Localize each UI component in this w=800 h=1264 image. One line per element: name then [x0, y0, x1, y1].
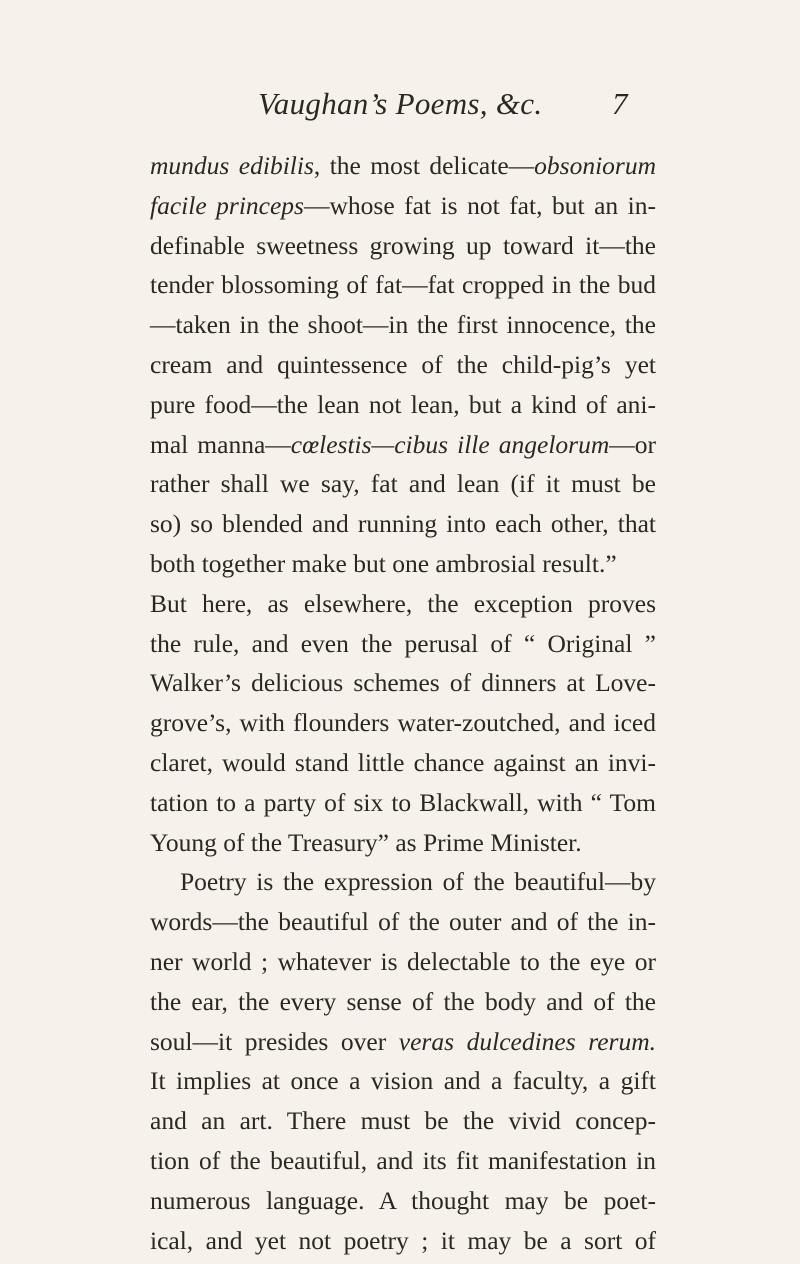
- text-line: [150, 226, 656, 266]
- roman-text: words—the beautiful of the outer and of the in-: [150, 907, 656, 937]
- text-line: [150, 425, 656, 465]
- roman-text: Young of the Treasury” as Prime Minister.: [150, 827, 582, 857]
- text-line: [150, 902, 656, 942]
- roman-text: But here, as elsewhere, the exception proves: [150, 588, 656, 618]
- roman-text: definable sweetness growing up toward it—the: [150, 230, 656, 260]
- roman-text: the rule, and even the perusal of “ Original ”: [150, 628, 656, 658]
- italic-text: cœlestis—cibus ille angelorum: [290, 429, 610, 459]
- roman-text: Poetry is the expression of the beautiful—by: [180, 867, 656, 897]
- roman-text: mal manna—: [150, 429, 291, 459]
- text-line: [150, 584, 656, 624]
- roman-text: claret, would stand little chance against an invi-: [150, 747, 656, 777]
- text-line: [150, 624, 656, 664]
- roman-text: It implies at once a vision and a faculty, a gift: [150, 1066, 656, 1096]
- text-line: [150, 663, 656, 703]
- roman-text: tender blossoming of fat—fat cropped in the bud: [150, 270, 656, 300]
- roman-text: tation to a party of six to Blackwall, with “ Tom: [150, 787, 656, 817]
- text-line: [150, 1141, 656, 1181]
- roman-text: pure food—the lean not lean, but a kind of ani-: [150, 389, 656, 419]
- roman-text: —whose fat is not fat, but an in-: [303, 190, 656, 220]
- running-head: [0, 86, 800, 126]
- text-line: [150, 823, 656, 863]
- roman-text: , the most delicate—: [313, 151, 535, 180]
- text-line: [150, 703, 656, 743]
- running-title: Vaughan’s Poems, &c.: [258, 86, 543, 121]
- roman-text: ical, and yet not poetry ; it may be a sort of: [150, 1225, 656, 1255]
- text-line: [150, 862, 656, 902]
- text-line: [150, 265, 656, 305]
- text-line: [150, 305, 656, 345]
- text-line: [150, 504, 656, 544]
- page-number: 7: [612, 86, 628, 121]
- roman-text: and an art. There must be the vivid concep-: [150, 1106, 656, 1136]
- body-text: [150, 146, 656, 1260]
- roman-text: rather shall we say, fat and lean (if it must be: [150, 469, 656, 499]
- roman-text: grove’s, with flounders water-zoutched, and iced: [150, 708, 656, 738]
- text-line: [150, 783, 656, 823]
- italic-text: veras dulcedines rerum.: [398, 1026, 656, 1056]
- text-line: [150, 1061, 656, 1101]
- italic-text: mundus edibilis: [150, 151, 314, 180]
- text-line: [150, 1101, 656, 1141]
- roman-text: numerous language. A thought may be poet-: [150, 1185, 656, 1215]
- roman-text: —or: [609, 429, 657, 459]
- roman-text: soul—it presides over: [150, 1026, 399, 1056]
- roman-text: both together make but one ambrosial result.”: [150, 548, 617, 578]
- italic-text: obsoniorum: [534, 151, 656, 180]
- text-line: [150, 186, 656, 226]
- text-line: [150, 345, 656, 385]
- text-line: [150, 1221, 656, 1261]
- text-line: [150, 146, 656, 186]
- roman-text: —taken in the shoot—in the first innocence, the: [150, 310, 656, 340]
- italic-text: facile princeps: [150, 190, 304, 220]
- text-line: [150, 982, 656, 1022]
- text-line: [150, 743, 656, 783]
- text-line: [150, 544, 656, 584]
- roman-text: so) so blended and running into each other, that: [150, 509, 656, 539]
- roman-text: ner world ; whatever is delectable to the eye or: [150, 946, 656, 976]
- text-line: [150, 1181, 656, 1221]
- text-line: [150, 1022, 656, 1062]
- roman-text: cream and quintessence of the child-pig’s yet: [150, 349, 656, 379]
- roman-text: Walker’s delicious schemes of dinners at Love-: [150, 668, 656, 698]
- text-line: [150, 385, 656, 425]
- roman-text: tion of the beautiful, and its fit manifestation in: [150, 1145, 656, 1175]
- roman-text: the ear, the every sense of the body and of the: [150, 986, 656, 1016]
- text-line: [150, 464, 656, 504]
- text-line: [150, 942, 656, 982]
